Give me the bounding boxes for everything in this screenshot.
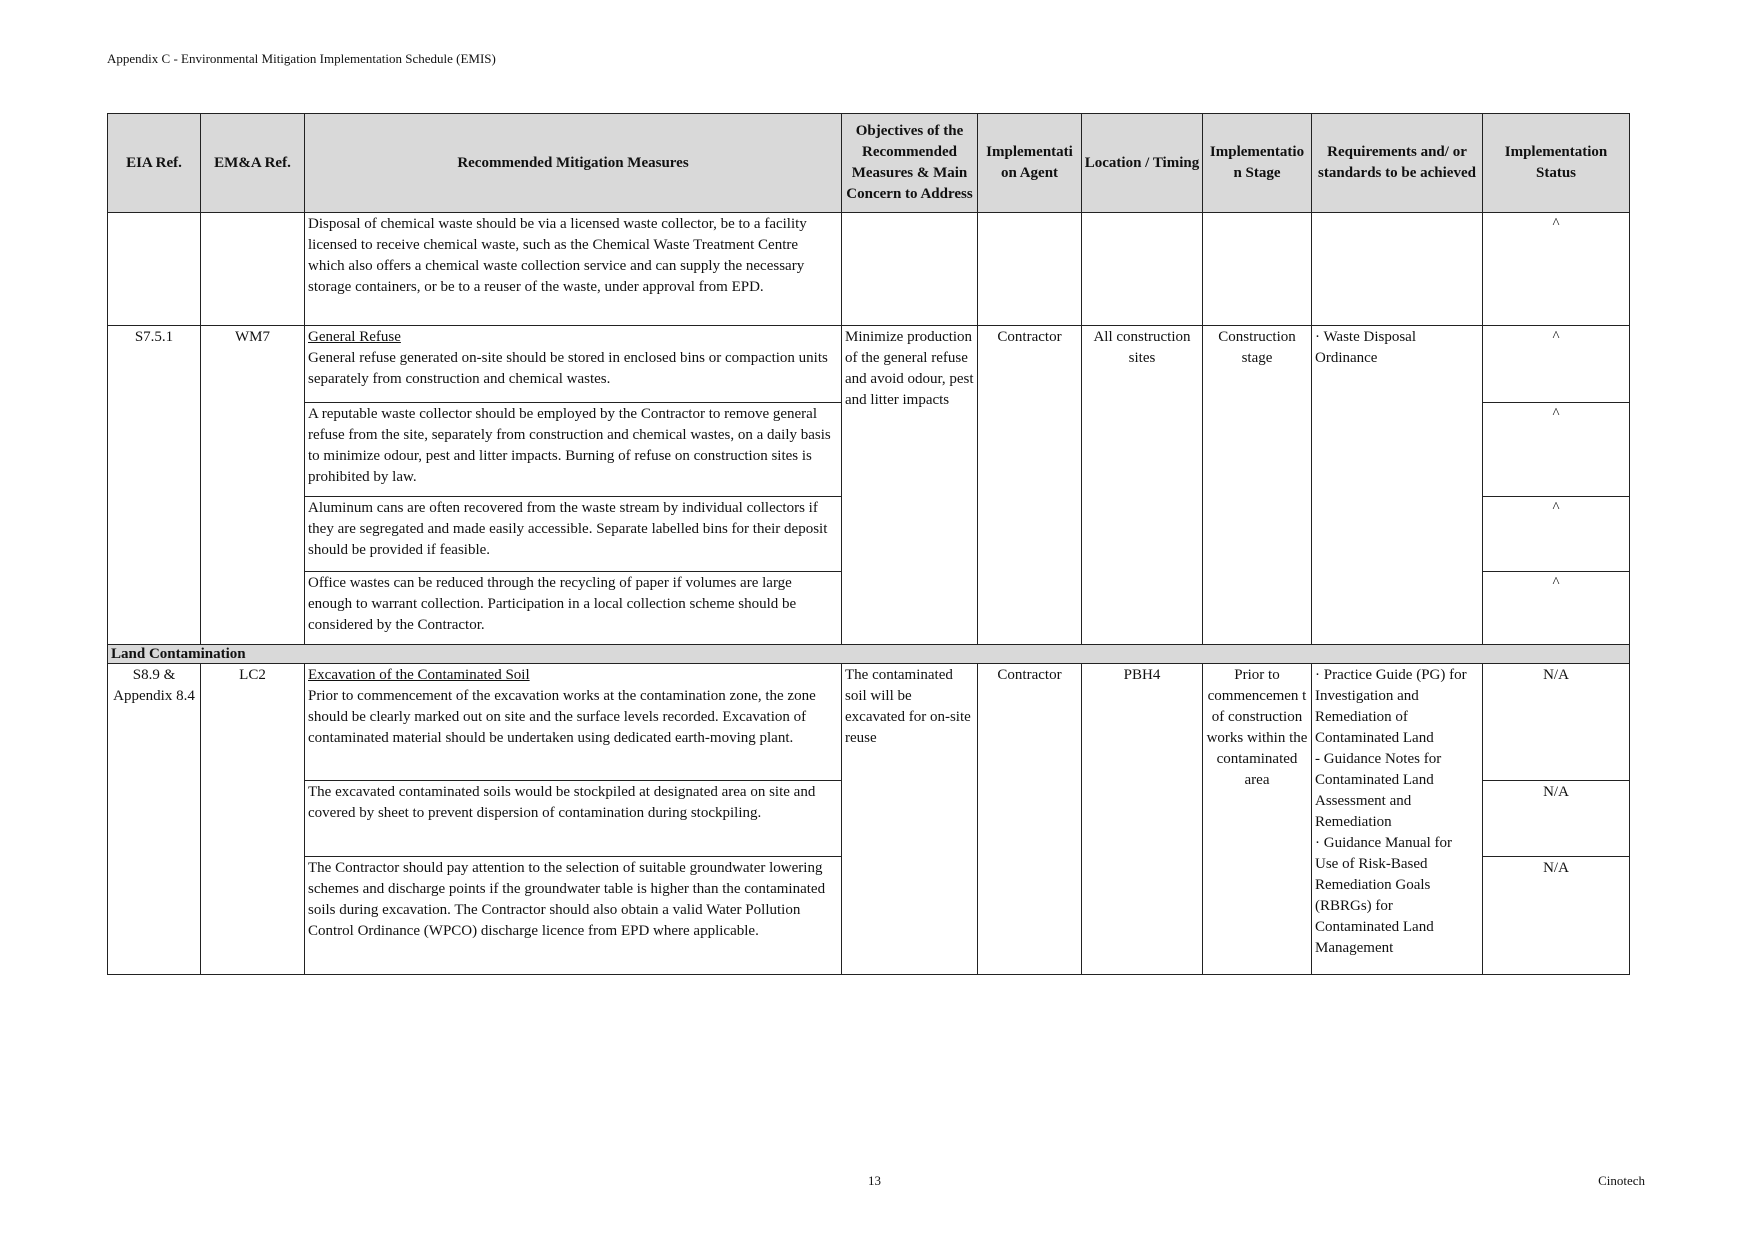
section-title: Land Contamination bbox=[108, 645, 1630, 664]
objective-cell: The contaminated soil will be excavated for on-site reuse bbox=[842, 664, 978, 975]
location-cell bbox=[1082, 213, 1203, 326]
table-row bbox=[108, 664, 1630, 781]
eia-ref-cell bbox=[108, 213, 201, 326]
measure-cell: Office wastes can be reduced through the recycling of paper if volumes are large enough to warrant collection. Participation in a local collection scheme should be considered by the Contractor. bbox=[305, 572, 842, 645]
stage-cell: Prior to commencemen t of construction works within the contaminated area bbox=[1203, 664, 1312, 975]
objective-cell: Minimize production of the general refuse and avoid odour, pest and litter impacts bbox=[842, 326, 978, 645]
measure-cell: The Contractor should pay attention to the selection of suitable groundwater lowering schemes and discharge points if the groundwater table is higher than the contaminated soils during excavation. The Contractor should also obtain a valid Water Pollution Control Ordinance (WPCO) discharge licence from EPD where applicable. bbox=[305, 857, 842, 975]
location-cell: PBH4 bbox=[1082, 664, 1203, 975]
measure-cell bbox=[305, 664, 842, 781]
document-header: Appendix C - Environmental Mitigation Implementation Schedule (EMIS) bbox=[107, 51, 496, 66]
measure-cell: Aluminum cans are often recovered from the waste stream by individual collectors if they are segregated and made easily accessible. Separate labelled bins for their deposit should be provided if feasible. bbox=[305, 497, 842, 572]
col-status: Implementation Status bbox=[1483, 114, 1630, 213]
measure-text: General refuse generated on-site should be stored in enclosed bins or compaction units separately from construction and chemical wastes. bbox=[308, 350, 828, 387]
table-header-row bbox=[108, 114, 1630, 213]
ema-ref-cell bbox=[201, 213, 305, 326]
status-cell: N/A bbox=[1483, 857, 1630, 975]
requirement-item: · Practice Guide (PG) for Investigation and Remediation of Contaminated Land bbox=[1315, 667, 1467, 746]
agent-cell: Contractor bbox=[978, 664, 1082, 975]
col-measures: Recommended Mitigation Measures bbox=[305, 114, 842, 213]
section-row-land-contamination bbox=[108, 645, 1630, 664]
stage-cell bbox=[1203, 213, 1312, 326]
measure-cell bbox=[305, 326, 842, 403]
eia-ref-cell: S7.5.1 bbox=[108, 326, 201, 645]
col-ema-ref: EM&A Ref. bbox=[201, 114, 305, 213]
status-cell: ^ bbox=[1483, 403, 1630, 497]
requirements-cell bbox=[1312, 213, 1483, 326]
col-agent: Implementati on Agent bbox=[978, 114, 1082, 213]
agent-cell bbox=[978, 213, 1082, 326]
col-eia-ref: EIA Ref. bbox=[108, 114, 201, 213]
status-cell: ^ bbox=[1483, 572, 1630, 645]
status-cell: ^ bbox=[1483, 326, 1630, 403]
requirement-item: · Guidance Manual for Use of Risk-Based Remediation Goals (RBRGs) for Contaminated Land Management bbox=[1315, 835, 1453, 956]
col-stage: Implementatio n Stage bbox=[1203, 114, 1312, 213]
measure-cell: The excavated contaminated soils would be stockpiled at designated area on site and covered by sheet to prevent dispersion of contamination during stockpiling. bbox=[305, 781, 842, 857]
col-location: Location / Timing bbox=[1082, 114, 1203, 213]
emis-table bbox=[107, 113, 1630, 975]
requirements-cell bbox=[1312, 664, 1483, 975]
stage-cell: Construction stage bbox=[1203, 326, 1312, 645]
status-cell: N/A bbox=[1483, 664, 1630, 781]
objective-cell bbox=[842, 213, 978, 326]
ema-ref-cell: LC2 bbox=[201, 664, 305, 975]
ema-ref-cell: WM7 bbox=[201, 326, 305, 645]
measure-title: General Refuse bbox=[308, 329, 401, 345]
requirements-cell: · Waste Disposal Ordinance bbox=[1312, 326, 1483, 645]
col-requirements: Requirements and/ or standards to be achieved bbox=[1312, 114, 1483, 213]
status-cell: ^ bbox=[1483, 213, 1630, 326]
page-number: 13 bbox=[868, 1173, 881, 1188]
status-cell: N/A bbox=[1483, 781, 1630, 857]
measure-text: Prior to commencement of the excavation works at the contamination zone, the zone should be clearly marked out on site and the surface levels recorded. Excavation of contaminated material should be undertaken using dedicated earth-moving plant. bbox=[308, 688, 816, 746]
location-cell: All construction sites bbox=[1082, 326, 1203, 645]
measure-title: Excavation of the Contaminated Soil bbox=[308, 667, 530, 683]
requirement-item: - Guidance Notes for Contaminated Land Assessment and Remediation bbox=[1315, 751, 1442, 830]
eia-ref-cell: S8.9 & Appendix 8.4 bbox=[108, 664, 201, 975]
agent-cell: Contractor bbox=[978, 326, 1082, 645]
measure-cell: Disposal of chemical waste should be via a licensed waste collector, be to a facility licensed to receive chemical waste, such as the Chemical Waste Treatment Centre which also offers a chemical waste collection service and can supply the necessary storage containers, or be to a reuser of the waste, under approval from EPD. bbox=[305, 213, 842, 326]
measure-cell: A reputable waste collector should be employed by the Contractor to remove general refuse from the site, separately from construction and chemical wastes, on a daily basis to minimize odour, pest and litter impacts. Burning of refuse on construction sites is prohibited by law. bbox=[305, 403, 842, 497]
company-name: Cinotech bbox=[1598, 1173, 1645, 1188]
table-row bbox=[108, 326, 1630, 403]
table-row bbox=[108, 213, 1630, 326]
status-cell: ^ bbox=[1483, 497, 1630, 572]
col-objectives: Objectives of the Recommended Measures & Main Concern to Address bbox=[842, 114, 978, 213]
